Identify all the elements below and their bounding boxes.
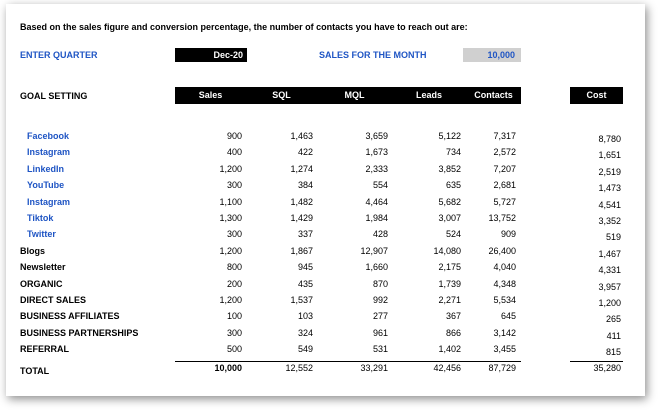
row-cell[interactable]: 2,572 bbox=[493, 147, 516, 158]
row-cell[interactable]: 870 bbox=[372, 278, 388, 289]
quarter-label: ENTER QUARTER bbox=[20, 50, 98, 60]
row-cost[interactable]: 4,541 bbox=[598, 199, 621, 210]
total-cost: 35,280 bbox=[593, 363, 621, 373]
row-cost[interactable]: 1,473 bbox=[598, 183, 621, 194]
row-cost[interactable]: 8,780 bbox=[598, 134, 621, 144]
intro-text: Based on the sales figure and conversion percentage, the number of contacts you have to reach out are: bbox=[20, 22, 468, 32]
row-cell[interactable]: 13,752 bbox=[488, 213, 516, 223]
row-label: Instagram bbox=[27, 147, 71, 158]
row-cell[interactable]: 422 bbox=[297, 147, 313, 158]
row-cost[interactable]: 2,519 bbox=[598, 166, 621, 177]
row-cell[interactable]: 1,739 bbox=[438, 278, 461, 289]
row-cell[interactable]: 384 bbox=[297, 180, 313, 191]
row-cell[interactable]: 992 bbox=[372, 295, 388, 305]
row-cell[interactable]: 300 bbox=[226, 229, 242, 240]
row-label: YouTube bbox=[27, 180, 65, 191]
total-row bbox=[0, 363, 671, 382]
row-cell[interactable]: 1,463 bbox=[290, 131, 313, 141]
row-cell[interactable]: 300 bbox=[226, 327, 242, 338]
row-cost[interactable]: 3,352 bbox=[598, 216, 621, 226]
row-cell[interactable]: 2,681 bbox=[493, 180, 516, 191]
row-cell[interactable]: 866 bbox=[445, 327, 461, 338]
row-cell[interactable]: 2,333 bbox=[365, 163, 388, 174]
row-label: Tiktok bbox=[27, 213, 54, 223]
row-cell[interactable]: 4,464 bbox=[365, 196, 388, 207]
row-cell[interactable]: 1,660 bbox=[365, 262, 388, 273]
table-row bbox=[0, 295, 671, 311]
row-cell[interactable]: 1,402 bbox=[438, 344, 461, 355]
row-cell[interactable]: 900 bbox=[226, 131, 242, 141]
row-cell[interactable]: 300 bbox=[226, 180, 242, 191]
table-row bbox=[0, 279, 671, 295]
row-cell[interactable]: 531 bbox=[372, 344, 388, 355]
table-row bbox=[0, 213, 671, 229]
row-cell[interactable]: 3,142 bbox=[493, 327, 516, 338]
row-cell[interactable]: 400 bbox=[226, 147, 242, 158]
row-cell[interactable]: 367 bbox=[445, 311, 461, 322]
row-cell[interactable]: 945 bbox=[297, 262, 313, 273]
row-cell[interactable]: 961 bbox=[372, 327, 388, 338]
row-label: ORGANIC bbox=[20, 278, 63, 289]
row-cell[interactable]: 1,100 bbox=[219, 196, 242, 207]
row-label: Blogs bbox=[20, 245, 46, 256]
row-cell[interactable]: 554 bbox=[372, 180, 388, 191]
row-cell[interactable]: 5,122 bbox=[438, 131, 461, 141]
total-label: TOTAL bbox=[20, 366, 50, 376]
row-label: Twitter bbox=[27, 229, 56, 240]
table-row bbox=[0, 180, 671, 196]
row-cell[interactable]: 500 bbox=[226, 344, 242, 355]
row-cell[interactable]: 1,300 bbox=[219, 213, 242, 223]
row-cell[interactable]: 200 bbox=[226, 278, 242, 289]
row-cost[interactable]: 815 bbox=[605, 347, 621, 358]
row-cell[interactable]: 734 bbox=[445, 147, 461, 158]
row-cell[interactable]: 1,200 bbox=[219, 163, 242, 174]
row-cell[interactable]: 337 bbox=[297, 229, 313, 240]
row-cell[interactable]: 1,200 bbox=[219, 245, 242, 256]
table-row bbox=[0, 328, 671, 344]
row-cost[interactable]: 4,331 bbox=[598, 265, 621, 276]
row-cell[interactable]: 1,537 bbox=[290, 295, 313, 305]
row-cell[interactable]: 549 bbox=[297, 344, 313, 355]
row-label: BUSINESS PARTNERSHIPS bbox=[20, 327, 139, 338]
table-row bbox=[0, 131, 671, 147]
row-cell[interactable]: 435 bbox=[297, 278, 313, 289]
table-row bbox=[0, 246, 671, 262]
table-row bbox=[0, 147, 671, 163]
row-cell[interactable]: 5,534 bbox=[493, 295, 516, 305]
table-row bbox=[0, 164, 671, 180]
table-row bbox=[0, 262, 671, 278]
row-cell[interactable]: 3,007 bbox=[438, 213, 461, 223]
row-cell[interactable]: 4,348 bbox=[493, 278, 516, 289]
header-leads: Leads bbox=[392, 87, 466, 104]
table-row bbox=[0, 311, 671, 327]
row-label: Instagram bbox=[27, 196, 71, 207]
row-cell[interactable]: 26,400 bbox=[488, 245, 516, 256]
row-label: LinkedIn bbox=[27, 163, 65, 174]
row-cell[interactable]: 1,482 bbox=[290, 196, 313, 207]
row-cost[interactable]: 265 bbox=[605, 314, 621, 325]
table-row bbox=[0, 229, 671, 245]
row-cell[interactable]: 428 bbox=[372, 229, 388, 240]
row-cell[interactable]: 524 bbox=[445, 229, 461, 240]
row-cost[interactable]: 1,651 bbox=[598, 150, 621, 161]
row-cell[interactable]: 5,727 bbox=[493, 196, 516, 207]
row-cost[interactable]: 1,467 bbox=[598, 248, 621, 259]
quarter-input[interactable]: Dec-20 bbox=[175, 48, 247, 62]
row-label: DIRECT SALES bbox=[20, 295, 87, 305]
header-contacts: Contacts bbox=[466, 87, 521, 104]
row-cell[interactable]: 7,207 bbox=[493, 163, 516, 174]
row-cell[interactable]: 3,659 bbox=[365, 131, 388, 141]
row-cell[interactable]: 14,080 bbox=[433, 245, 461, 256]
row-label: BUSINESS AFFILIATES bbox=[20, 311, 120, 322]
row-cell[interactable]: 277 bbox=[372, 311, 388, 322]
table-row bbox=[0, 344, 671, 360]
row-cost[interactable]: 411 bbox=[606, 330, 621, 341]
header-mql: MQL bbox=[317, 87, 392, 104]
row-cost[interactable]: 519 bbox=[605, 232, 621, 243]
total-cell: 87,729 bbox=[488, 363, 516, 373]
row-cell[interactable]: 3,455 bbox=[493, 344, 516, 355]
row-cell[interactable]: 1,673 bbox=[365, 147, 388, 158]
total-cell: 33,291 bbox=[360, 363, 388, 373]
sales-label: SALES FOR THE MONTH bbox=[319, 50, 427, 60]
header-cost: Cost bbox=[570, 87, 623, 104]
header-sql: SQL bbox=[246, 87, 317, 104]
row-cell[interactable]: 103 bbox=[297, 311, 313, 322]
row-cell[interactable]: 2,175 bbox=[438, 262, 461, 273]
row-cell[interactable]: 7,317 bbox=[493, 131, 516, 141]
row-label: Newsletter bbox=[20, 262, 66, 273]
header-sales: Sales bbox=[175, 87, 246, 104]
row-cell[interactable]: 5,682 bbox=[438, 196, 461, 207]
row-cell[interactable]: 3,852 bbox=[438, 163, 461, 174]
row-cell[interactable]: 2,271 bbox=[438, 295, 461, 305]
row-cell[interactable]: 12,907 bbox=[360, 245, 388, 256]
row-cell[interactable]: 1,429 bbox=[290, 213, 313, 223]
row-cell[interactable]: 1,984 bbox=[365, 213, 388, 223]
row-cell[interactable]: 645 bbox=[500, 311, 516, 322]
row-cell[interactable]: 100 bbox=[226, 311, 242, 322]
row-label: Facebook bbox=[27, 131, 70, 141]
sales-input[interactable]: 10,000 bbox=[463, 48, 521, 62]
row-cell[interactable]: 1,274 bbox=[290, 163, 313, 174]
total-rule bbox=[175, 361, 521, 362]
row-cost[interactable]: 3,957 bbox=[598, 281, 621, 292]
row-cell[interactable]: 1,200 bbox=[219, 295, 242, 305]
row-cell[interactable]: 4,040 bbox=[493, 262, 516, 273]
row-cell[interactable]: 800 bbox=[226, 262, 242, 273]
goal-setting-label: GOAL SETTING bbox=[20, 91, 88, 101]
row-label: REFERRAL bbox=[20, 344, 69, 355]
total-cell: 10,000 bbox=[214, 363, 242, 373]
total-rule-cost bbox=[570, 361, 623, 362]
row-cell[interactable]: 909 bbox=[500, 229, 516, 240]
row-cell[interactable]: 324 bbox=[297, 327, 313, 338]
total-cell: 12,552 bbox=[285, 363, 313, 373]
total-cell: 42,456 bbox=[433, 363, 461, 373]
table-row bbox=[0, 197, 671, 213]
row-cell[interactable]: 1,867 bbox=[290, 245, 313, 256]
row-cell[interactable]: 635 bbox=[445, 180, 461, 191]
row-cost[interactable]: 1,200 bbox=[598, 298, 621, 308]
